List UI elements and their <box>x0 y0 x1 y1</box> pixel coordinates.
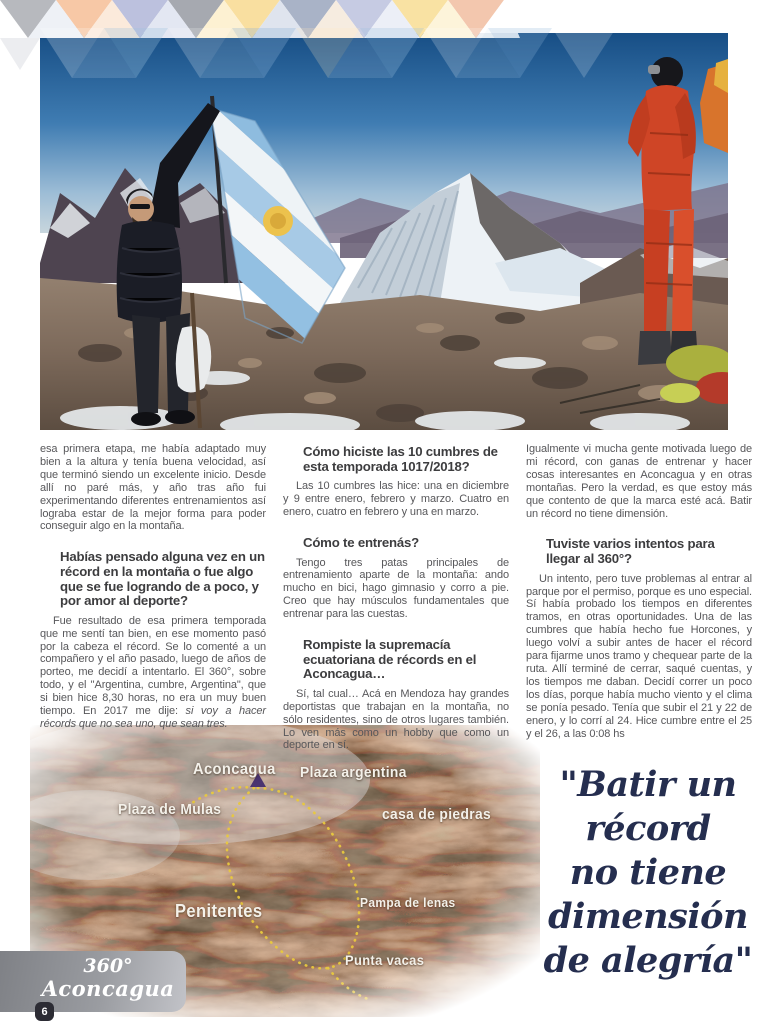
map-label-plaza-de-mulas: Plaza de Mulas <box>118 801 222 818</box>
question-heading: Cómo te entrenás? <box>303 534 420 550</box>
paragraph-italic: si voy a hacer récords que no sea uno, que sean tres. <box>40 705 266 730</box>
paragraph: Las 10 cumbres las hice: una en diciembre y 9 entre enero, febrero y marzo. Cuatro en enero, cuatro en febrero y una en marzo. <box>283 480 509 518</box>
map-label-casa-de-piedras: casa de piedras <box>382 806 492 823</box>
paragraph: Tengo tres patas principales de entrenamiento aparte de la montaña: ando mucho en bici, hago gimnasio y corro a pie. Creo que hay músculos fundamentales que entrenar para las cuestas. <box>283 556 509 621</box>
article-column-1 <box>40 443 266 754</box>
pull-quote-line: dimensión <box>548 896 748 937</box>
pull-quote-line: no tiene <box>569 852 727 893</box>
paragraph-text: Fue resultado de esa primera temporada que me sentí tan bien, en ese momento pasó por la cabeza el récord. Se lo comenté a un compañero y el año pasado, luego de años de porteo, me decidí a intentarlo. El 360°, sobre todo, y el "Argentina, cumbre, Argentina", que si bien hice 8,30 horas, no era un muy buen tiempo. En 2017 me dije: <box>40 614 266 718</box>
paragraph: esa primera etapa, me había adaptado muy bien a la altura y tenía buena velocidad, así que terminó siendo un excelente inicio. Desde allí no paré más, y año tras año fui experimentando diferentes entrenamientos así lograba estar de la mejor forma para poder conseguir algo en la montaña. <box>40 443 266 533</box>
map-label-punta-vacas: Punta vacas <box>345 952 425 968</box>
question-heading: Rompiste la supremacía ecuatoriana de récords en el Aconcagua… <box>303 637 477 682</box>
question-heading: Tuviste varios intentos para llegar al 360°? <box>546 536 715 567</box>
magazine-logo <box>38 956 178 1000</box>
map-label-pampa-de-lenas: Pampa de lenas <box>360 895 456 910</box>
map-label-plaza-argentina: Plaza argentina <box>300 764 407 781</box>
paragraph: Un intento, pero tuve problemas al entrar al parque por el permiso, porque es uno especial. Sí había probado los tiempos en diferentes tramos, en otras oportunidades. Una de las cumbres que había hecho fue Horcones, y luego volví a subir antes de hacer el récord para fijarme unos tramo y chequear parte de la ruta. Allí terminé de cerrar, saqué cuentas, y los tiempos me daban. Decidí correr un poco los días, porque había mucho viento y el clima se ponía pesado. Tenía que subir el 21 y 22 de enero, y lo corrí al 24. Hice cumbre entre el 25 y el 26, a las 0:08 hs <box>526 572 752 740</box>
pull-quote-line: "Batir un <box>559 764 737 805</box>
map-label-penitentes: Penitentes <box>175 901 263 921</box>
article-column-3 <box>526 443 752 754</box>
question-heading: Cómo hiciste las 10 cumbres de esta temporada 1017/2018? <box>303 444 498 474</box>
paragraph: Igualmente vi mucha gente motivada luego de mi récord, con ganas de entrenar y hacer cosas interesantes en Aconcagua y en otras montañas. Pero la verdad, es que estoy más que contento de que la marca esté acá. Batir un récord no tiene dimensión. <box>526 443 752 520</box>
pull-quote-line: récord <box>585 808 711 849</box>
magazine-logo-banner <box>0 951 186 1012</box>
paragraph: Sí, tal cual… Acá en Mendoza hay grandes deportistas que trabajan en la montaña, no sólo residentes, sino de otros lugares también. Lo ven más como un hobby que como un deporte en sí. <box>283 687 509 752</box>
paragraph <box>40 615 266 731</box>
page-number-badge: 6 <box>35 1002 54 1021</box>
map-label-aconcagua: Aconcagua <box>193 761 276 778</box>
summit-photo <box>40 33 728 430</box>
pull-quote-line: de alegría" <box>543 940 753 981</box>
logo-360: 360° <box>83 955 133 977</box>
logo-aconcagua: Aconcagua <box>41 975 175 1001</box>
pull-quote <box>528 763 768 983</box>
article-column-2 <box>283 443 509 754</box>
question-heading: Habías pensado alguna vez en un récord en la montaña o fue algo que se fue logrando de a poco, y por amor al deporte? <box>60 549 265 609</box>
article-columns <box>40 443 752 754</box>
